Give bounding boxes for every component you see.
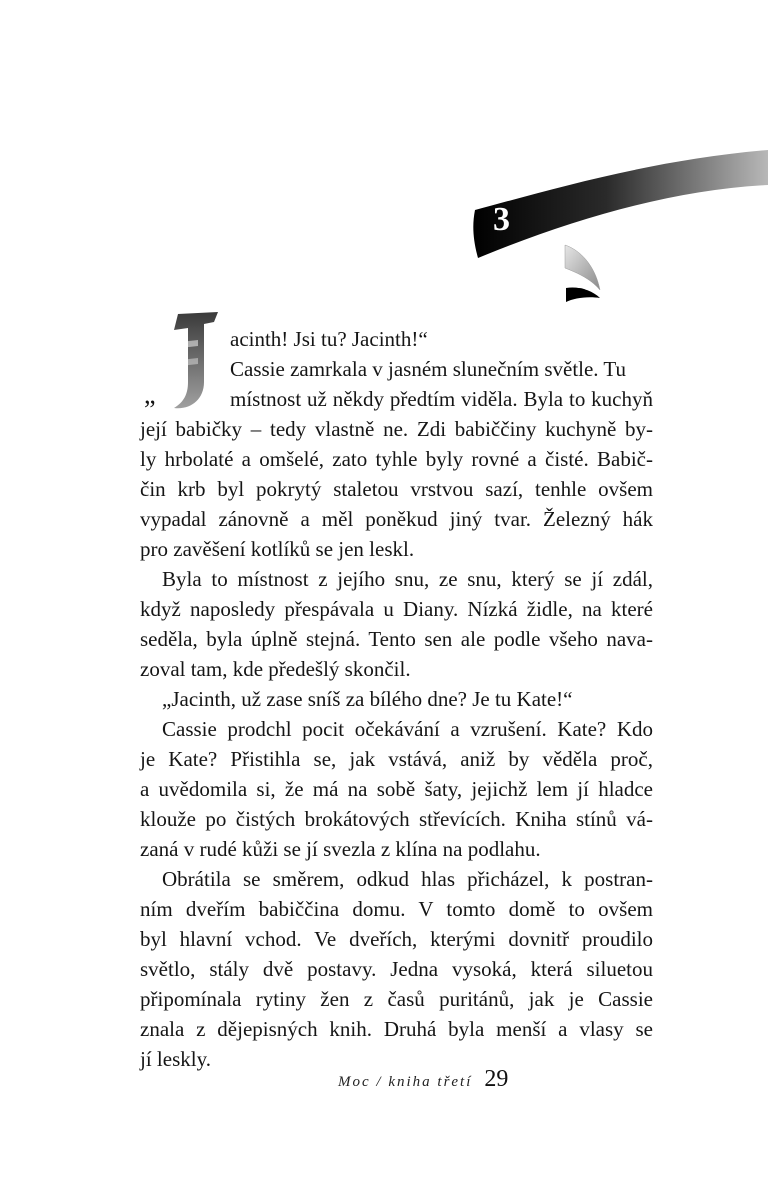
text-line: Byla to místnost z jejího snu, ze snu, který se jí zdál, <box>162 567 653 591</box>
running-head: Moc / kniha třetí <box>338 1074 473 1090</box>
text-line: její babičky – tedy vlastně ne. Zdi babiččiny kuchyně by- <box>140 417 653 441</box>
text-line: acinth! Jsi tu? Jacinth!“ <box>230 327 428 351</box>
text-line: klouže po čistých brokátových střevících. Kniha stínů vá- <box>140 807 653 831</box>
text-line: je Kate? Přistihla se, jak vstává, aniž by věděla proč, <box>140 747 653 771</box>
page-footer <box>338 1066 508 1093</box>
text-line: Cassie prodchl pocit očekávání a vzrušení. Kate? Kdo <box>162 717 653 741</box>
text-line: ním dveřím babiččina domu. V tomto domě to ovšem <box>140 897 653 921</box>
text-line: pro zavěšení kotlíků se jen leskl. <box>140 537 415 561</box>
text-line: jí leskly. <box>140 1047 211 1071</box>
text-line: „Jacinth, už zase sníš za bílého dne? Je tu Kate!“ <box>162 687 573 711</box>
text-line: seděla, byla úplně stejná. Tento sen ale podle všeho nava- <box>140 627 653 651</box>
page-number: 29 <box>484 1066 509 1092</box>
text-line: Cassie zamrkala v jasném slunečním světle. Tu <box>230 357 627 381</box>
text-line: byl hlavní vchod. Ve dveřích, kterými dovnitř proudilo <box>140 927 653 951</box>
chapter-ribbon-banner <box>470 150 768 310</box>
opening-quote-mark: „ <box>144 380 156 409</box>
text-line: světlo, stály dvě postavy. Jedna vysoká, která siluetou <box>140 957 653 981</box>
text-line: zaná v rudé kůži se jí svezla z klína na podlahu. <box>140 837 541 861</box>
text-line: čin krb byl pokrytý staletou vrstvou sazí, tenhle ovšem <box>140 477 653 501</box>
text-line: ly hrbolaté a omšelé, zato tyhle byly rovné a čisté. Babič- <box>140 447 653 471</box>
drop-cap-blackletter-j <box>160 312 232 412</box>
text-line: zoval tam, kde předešlý skončil. <box>140 657 411 681</box>
text-line: a uvědomila si, že má na sobě šaty, jejichž lem jí hladce <box>140 777 653 801</box>
chapter-number: 3 <box>493 201 510 238</box>
text-line: místnost už někdy předtím viděla. Byla to kuchyň <box>230 387 653 411</box>
text-line: připomínala rytiny žen z časů puritánů, jak je Cassie <box>140 987 653 1011</box>
text-line: znala z dějepisných knih. Druhá byla menší a vlasy se <box>140 1017 653 1041</box>
text-line: když naposledy přespávala u Diany. Nízká židle, na které <box>140 597 653 621</box>
text-line: vypadal zánovně a měl poněkud jiný tvar. Železný hák <box>140 507 653 531</box>
text-line: Obrátila se směrem, odkud hlas přicházel, k postran- <box>162 867 653 891</box>
